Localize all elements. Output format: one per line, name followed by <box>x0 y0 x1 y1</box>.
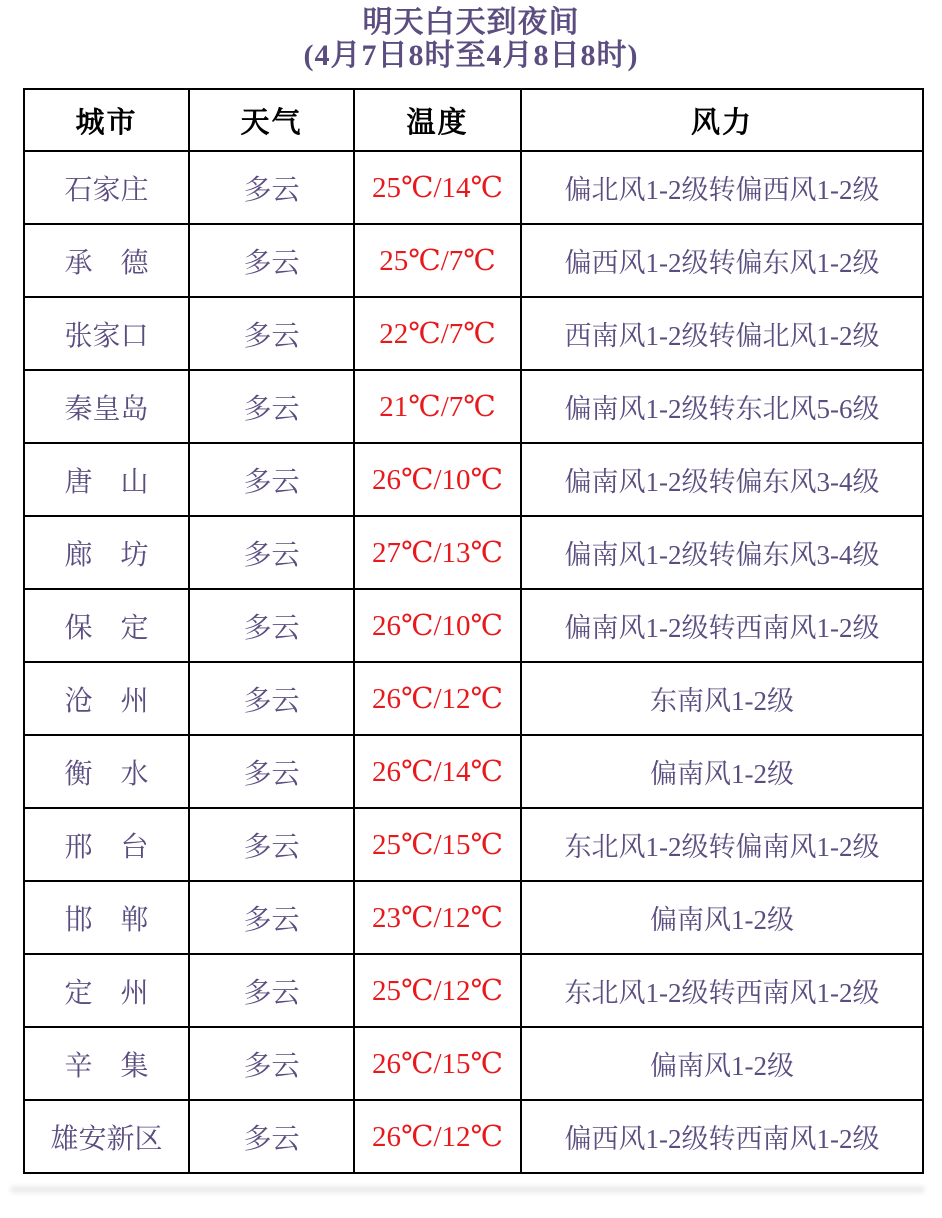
temperature-cell: 22℃/7℃ <box>354 297 521 370</box>
weather-cell: 多云 <box>189 443 354 516</box>
wind-cell: 西南风1-2级转偏北风1-2级 <box>521 297 923 370</box>
weather-cell: 多云 <box>189 1027 354 1100</box>
temperature-cell: 26℃/12℃ <box>354 662 521 735</box>
weather-cell: 多云 <box>189 808 354 881</box>
header-city: 城市 <box>24 89 189 151</box>
weather-cell: 多云 <box>189 881 354 954</box>
city-cell: 张家口 <box>24 297 189 370</box>
weather-cell: 多云 <box>189 516 354 589</box>
city-cell: 辛 集 <box>24 1027 189 1100</box>
temperature-cell: 26℃/10℃ <box>354 443 521 516</box>
city-cell: 保 定 <box>24 589 189 662</box>
temperature-cell: 26℃/12℃ <box>354 1100 521 1173</box>
forecast-table <box>23 88 924 1174</box>
wind-cell: 偏南风1-2级转东北风5-6级 <box>521 370 923 443</box>
city-cell: 邢 台 <box>24 808 189 881</box>
table-row <box>24 370 923 443</box>
weather-cell: 多云 <box>189 589 354 662</box>
table-row <box>24 151 923 224</box>
temperature-cell: 23℃/12℃ <box>354 881 521 954</box>
table-row <box>24 881 923 954</box>
page-subtitle: (4月7日8时至4月8日8时) <box>303 39 639 72</box>
city-cell: 承 德 <box>24 224 189 297</box>
city-cell: 廊 坊 <box>24 516 189 589</box>
table-row <box>24 954 923 1027</box>
weather-cell: 多云 <box>189 662 354 735</box>
city-cell: 沧 州 <box>24 662 189 735</box>
weather-cell: 多云 <box>189 735 354 808</box>
city-cell: 邯 郸 <box>24 881 189 954</box>
temperature-cell: 25℃/15℃ <box>354 808 521 881</box>
weather-cell: 多云 <box>189 224 354 297</box>
temperature-cell: 26℃/14℃ <box>354 735 521 808</box>
wind-cell: 偏南风1-2级 <box>521 735 923 808</box>
weather-cell: 多云 <box>189 151 354 224</box>
temperature-cell: 21℃/7℃ <box>354 370 521 443</box>
weather-cell: 多云 <box>189 954 354 1027</box>
city-cell: 定 州 <box>24 954 189 1027</box>
table-row <box>24 589 923 662</box>
city-cell: 衡 水 <box>24 735 189 808</box>
city-cell: 秦皇岛 <box>24 370 189 443</box>
temperature-cell: 25℃/14℃ <box>354 151 521 224</box>
city-cell: 唐 山 <box>24 443 189 516</box>
weather-cell: 多云 <box>189 297 354 370</box>
wind-cell: 偏南风1-2级 <box>521 1027 923 1100</box>
header-wind: 风力 <box>521 89 923 151</box>
wind-cell: 偏南风1-2级转偏东风3-4级 <box>521 443 923 516</box>
wind-cell: 东北风1-2级转西南风1-2级 <box>521 954 923 1027</box>
table-row <box>24 1027 923 1100</box>
title-block <box>0 6 942 72</box>
weather-cell: 多云 <box>189 370 354 443</box>
wind-cell: 偏北风1-2级转偏西风1-2级 <box>521 151 923 224</box>
scan-artifact <box>10 1186 925 1193</box>
table-row <box>24 735 923 808</box>
page-title: 明天白天到夜间 <box>362 6 580 39</box>
table-row <box>24 808 923 881</box>
wind-cell: 偏西风1-2级转西南风1-2级 <box>521 1100 923 1173</box>
table-row <box>24 297 923 370</box>
wind-cell: 偏西风1-2级转偏东风1-2级 <box>521 224 923 297</box>
wind-cell: 偏南风1-2级转西南风1-2级 <box>521 589 923 662</box>
header-row <box>24 89 923 151</box>
wind-cell: 东南风1-2级 <box>521 662 923 735</box>
header-temperature: 温度 <box>354 89 521 151</box>
temperature-cell: 27℃/13℃ <box>354 516 521 589</box>
city-cell: 石家庄 <box>24 151 189 224</box>
table-row <box>24 1100 923 1173</box>
header-weather: 天气 <box>189 89 354 151</box>
wind-cell: 偏南风1-2级 <box>521 881 923 954</box>
table-row <box>24 224 923 297</box>
temperature-cell: 26℃/10℃ <box>354 589 521 662</box>
temperature-cell: 25℃/7℃ <box>354 224 521 297</box>
wind-cell: 偏南风1-2级转偏东风3-4级 <box>521 516 923 589</box>
table-row <box>24 516 923 589</box>
temperature-cell: 26℃/15℃ <box>354 1027 521 1100</box>
city-cell: 雄安新区 <box>24 1100 189 1173</box>
table-row <box>24 662 923 735</box>
temperature-cell: 25℃/12℃ <box>354 954 521 1027</box>
weather-cell: 多云 <box>189 1100 354 1173</box>
table-row <box>24 443 923 516</box>
wind-cell: 东北风1-2级转偏南风1-2级 <box>521 808 923 881</box>
